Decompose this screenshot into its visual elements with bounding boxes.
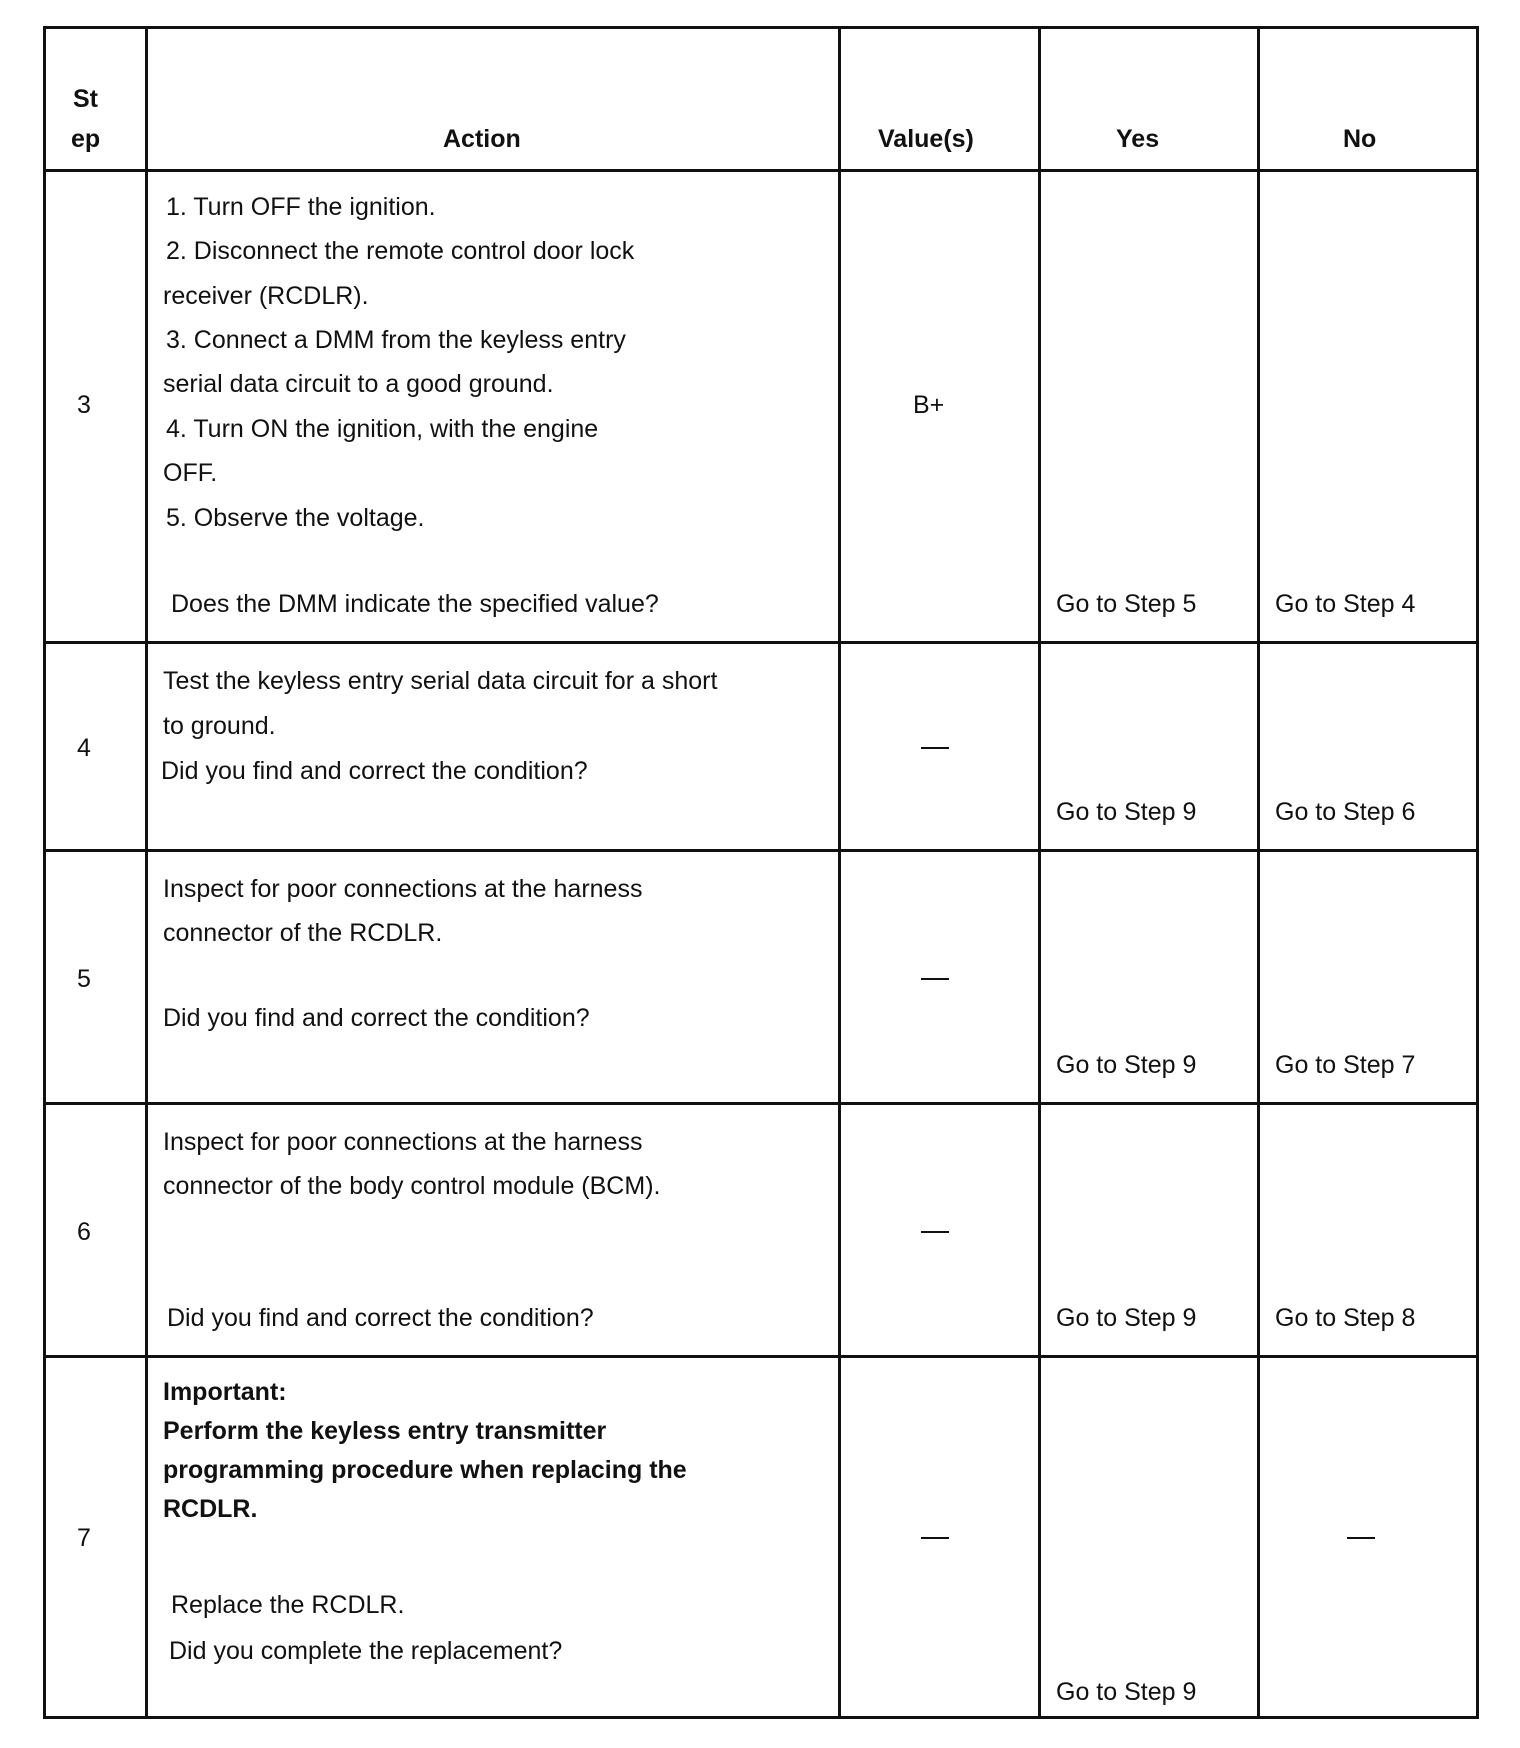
important-line: RCDLR. [163,1495,258,1523]
action-line: connector of the body control module (BCM). [163,1172,661,1200]
header-step-line2: ep [71,125,101,153]
header-values: Value(s) [878,125,974,153]
grid-line [43,26,1479,29]
important-line: Perform the keyless entry transmitter [163,1417,607,1445]
step-number: 7 [77,1524,91,1552]
action-line: Replace the RCDLR. [171,1591,405,1619]
step-number: 3 [77,391,91,419]
header-yes: Yes [1116,125,1160,153]
action-line: 3. Connect a DMM from the keyless entry [166,326,626,354]
action-line: serial data circuit to a good ground. [163,370,554,398]
value-dash [921,1231,949,1233]
important-line: programming procedure when replacing the [163,1456,687,1484]
yes-cell: Go to Step 9 [1056,1304,1197,1332]
action-line: 2. Disconnect the remote control door lock [166,237,635,265]
step-number: 4 [77,734,91,762]
action-line: 5. Observe the voltage. [166,504,425,532]
action-line: Inspect for poor connections at the harness [163,875,643,903]
value-dash [921,1537,949,1539]
action-line: Inspect for poor connections at the harness [163,1128,643,1156]
value-dash [921,747,949,749]
action-question: Does the DMM indicate the specified value? [171,590,659,618]
action-line: OFF. [163,459,218,487]
grid-line [43,169,1479,172]
action-line: to ground. [163,712,276,740]
grid-line [145,26,148,1719]
action-line: Did you find and correct the condition? [161,757,588,785]
value-cell: B+ [913,391,945,419]
grid-line [1476,26,1479,1719]
action-line: 4. Turn ON the ignition, with the engine [166,415,599,443]
no-cell: Go to Step 7 [1275,1051,1416,1079]
header-step-line1: St [73,85,98,113]
grid-line [43,1102,1479,1105]
no-dash [1347,1537,1375,1539]
action-question: Did you find and correct the condition? [167,1304,594,1332]
grid-line [43,641,1479,644]
action-question: Did you find and correct the condition? [163,1004,590,1032]
grid-line [838,26,841,1719]
grid-line [43,26,46,1719]
value-dash [921,978,949,980]
action-line: 1. Turn OFF the ignition. [166,193,436,221]
yes-cell: Go to Step 9 [1056,1678,1197,1706]
diagnostic-table [43,26,1479,1719]
grid-line [1038,26,1041,1719]
action-line: Test the keyless entry serial data circuit for a short [163,667,718,695]
action-line: Did you complete the replacement? [169,1637,563,1665]
yes-cell: Go to Step 9 [1056,1051,1197,1079]
action-line: connector of the RCDLR. [163,919,443,947]
important-label: Important: [163,1378,287,1406]
grid-line [43,1716,1479,1719]
step-number: 6 [77,1218,91,1246]
yes-cell: Go to Step 9 [1056,798,1197,826]
step-number: 5 [77,965,91,993]
no-cell: Go to Step 8 [1275,1304,1416,1332]
no-cell: Go to Step 4 [1275,590,1416,618]
grid-line [43,849,1479,852]
action-line: receiver (RCDLR). [163,282,369,310]
grid-line [43,1355,1479,1358]
no-cell: Go to Step 6 [1275,798,1416,826]
grid-line [1257,26,1260,1719]
header-action: Action [443,125,521,153]
yes-cell: Go to Step 5 [1056,590,1197,618]
header-no: No [1343,125,1377,153]
